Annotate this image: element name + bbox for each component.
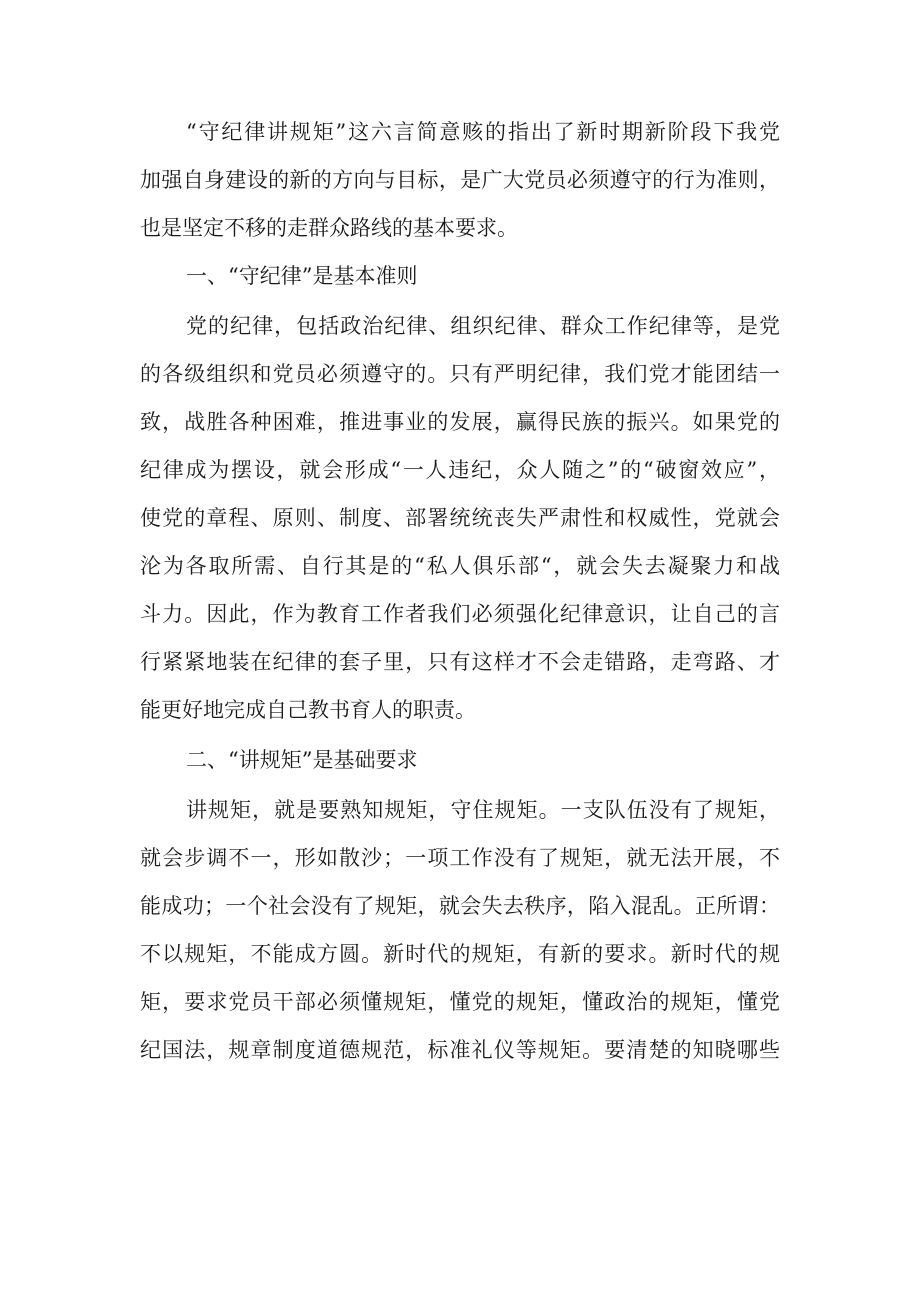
paragraph-rules-line-4: 不以规矩，不能成方圆。新时代的规矩，有新的要求。新时代的规 — [140, 942, 780, 966]
paragraph-rules-line-1: 讲规矩，就是要熟知规矩，守住规矩。一支队伍没有了规矩， — [186, 798, 780, 822]
section-heading-1: 一、“守纪律”是基本准则 — [186, 264, 418, 288]
paragraph-rules-line-5: 矩，要求党员干部必须懂规矩，懂党的规矩，懂政治的规矩，懂党 — [140, 990, 780, 1014]
paragraph-rules-line-3: 能成功；一个社会没有了规矩，就会失去秩序，陷入混乱。正所谓： — [140, 894, 780, 918]
section-heading-2: 二、“讲规矩”是基础要求 — [186, 748, 418, 772]
paragraph-intro-line-1: “守纪律讲规矩”这六言简意赅的指出了新时期新阶段下我党 — [186, 120, 780, 144]
paragraph-discipline-line-3: 致，战胜各种困难，推进事业的发展，赢得民族的振兴。如果党的 — [140, 410, 780, 434]
paragraph-discipline-line-4: 纪律成为摆设，就会形成“一人违纪，众人随之”的“破窗效应”， — [140, 458, 780, 482]
paragraph-intro-line-3: 也是坚定不移的走群众路线的基本要求。 — [140, 216, 518, 240]
paragraph-discipline-line-5: 使党的章程、原则、制度、部署统统丧失严肃性和权威性，党就会 — [140, 506, 780, 530]
paragraph-discipline-line-7: 斗力。因此，作为教育工作者我们必须强化纪律意识，让自己的言 — [140, 602, 780, 626]
paragraph-discipline-line-6: 沦为各取所需、自行其是的“私人俱乐部“，就会失去凝聚力和战 — [140, 554, 780, 578]
paragraph-rules-line-6: 纪国法，规章制度道德规范，标准礼仪等规矩。要清楚的知晓哪些 — [140, 1038, 780, 1062]
paragraph-intro-line-2: 加强自身建设的新的方向与目标，是广大党员必须遵守的行为准则， — [140, 168, 780, 192]
paragraph-rules-line-2: 就会步调不一，形如散沙；一项工作没有了规矩，就无法开展，不 — [140, 846, 780, 870]
paragraph-discipline-line-9: 能更好地完成自己教书育人的职责。 — [140, 698, 476, 722]
paragraph-discipline-line-8: 行紧紧地装在纪律的套子里，只有这样才不会走错路，走弯路、才 — [140, 650, 780, 674]
paragraph-discipline-line-2: 的各级组织和党员必须遵守的。只有严明纪律，我们党才能团结一 — [140, 362, 780, 386]
paragraph-discipline-line-1: 党的纪律，包括政治纪律、组织纪律、群众工作纪律等，是党 — [186, 314, 780, 338]
